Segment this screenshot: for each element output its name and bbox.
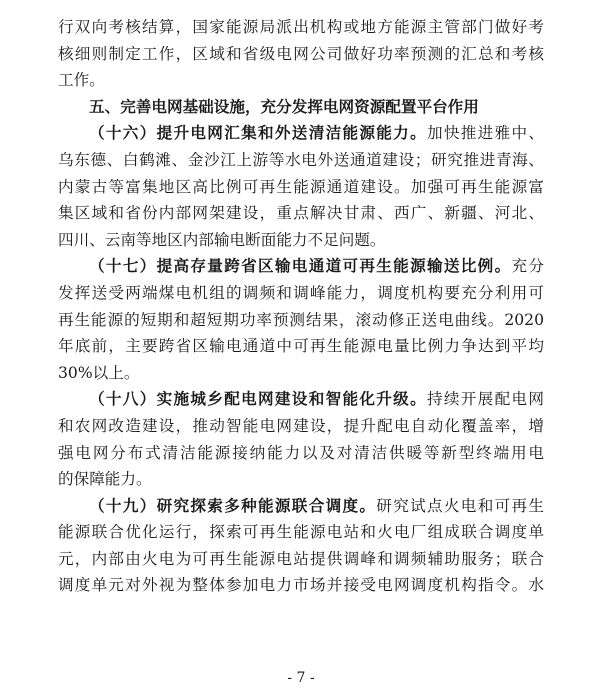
paragraph-19-title: （十九）研究探索多种能源联合调度。 <box>89 495 377 515</box>
page-number: - 7 - <box>287 670 315 686</box>
paragraph-16-text: 加快推进雅中、 <box>426 124 544 143</box>
text-line: 四川、云南等地区内部输电断面能力不足问题。 <box>58 230 386 249</box>
text-line: 工作。 <box>58 71 105 90</box>
text-line: 强电网分布式清洁能源接纳能力以及对清洁供暖等新型终端用电 <box>58 443 544 462</box>
text-line: 的保障能力。 <box>58 470 152 489</box>
paragraph-19-first-line <box>58 493 544 520</box>
text-line: 再生能源的短期和超短期功率预测结果，滚动修正送电曲线。2020 <box>58 310 544 329</box>
paragraph-18-title: （十八）实施城乡配电网建设和智能化升级。 <box>89 389 427 409</box>
text-line: 乌东德、白鹤滩、金沙江上游等水电外送通道建设；研究推进青海、 <box>58 150 544 169</box>
text-line: 30%以上。 <box>58 363 140 382</box>
paragraph-16-first-line <box>58 120 544 147</box>
text-line: 和农网改造建设，推动智能电网建设，提升配电自动化覆盖率，增 <box>58 416 544 435</box>
paragraph-16-title: （十六）提升电网汇集和外送清洁能源能力。 <box>89 123 427 143</box>
paragraph-17-first-line <box>58 253 544 280</box>
text-line: 内蒙古等富集地区高比例可再生能源通道建设。加强可再生能源富 <box>58 177 544 196</box>
text-line: 年底前，主要跨省区输电通道中可再生能源电量比例力争达到平均 <box>58 337 544 356</box>
paragraph-19-text: 研究试点火电和可再生 <box>376 496 544 515</box>
paragraph-18-text: 持续开展配电网 <box>426 390 544 409</box>
paragraph-18-first-line <box>58 386 544 413</box>
text-line: 发挥送受两端煤电机组的调频和调峰能力，调度机构要充分利用可 <box>58 283 544 302</box>
document-body <box>58 14 544 599</box>
paragraph-17-title: （十七）提高存量跨省区输电通道可再生能源输送比例。 <box>89 256 512 276</box>
section-heading: 五、完善电网基础设施，充分发挥电网资源配置平台作用 <box>89 96 479 116</box>
text-line: 行双向考核结算，国家能源局派出机构或地方能源主管部门做好考 <box>58 18 544 36</box>
text-line: 集区域和省份内部网架建设，重点解决甘肃、西广、新疆、河北、 <box>58 204 544 223</box>
paragraph-17-text: 充分 <box>511 257 544 276</box>
text-line: 核细则制定工作，区域和省级电网公司做好功率预测的汇总和考核 <box>58 44 544 63</box>
text-line: 元，内部由火电为可再生能源电站提供调峰和调频辅助服务；联合 <box>58 549 544 568</box>
text-line: 调度单元对外视为整体参加电力市场并接受电网调度机构指令。水 <box>58 576 544 595</box>
text-line: 能源联合优化运行，探索可再生能源电站和火电厂组成联合调度单 <box>58 523 544 542</box>
